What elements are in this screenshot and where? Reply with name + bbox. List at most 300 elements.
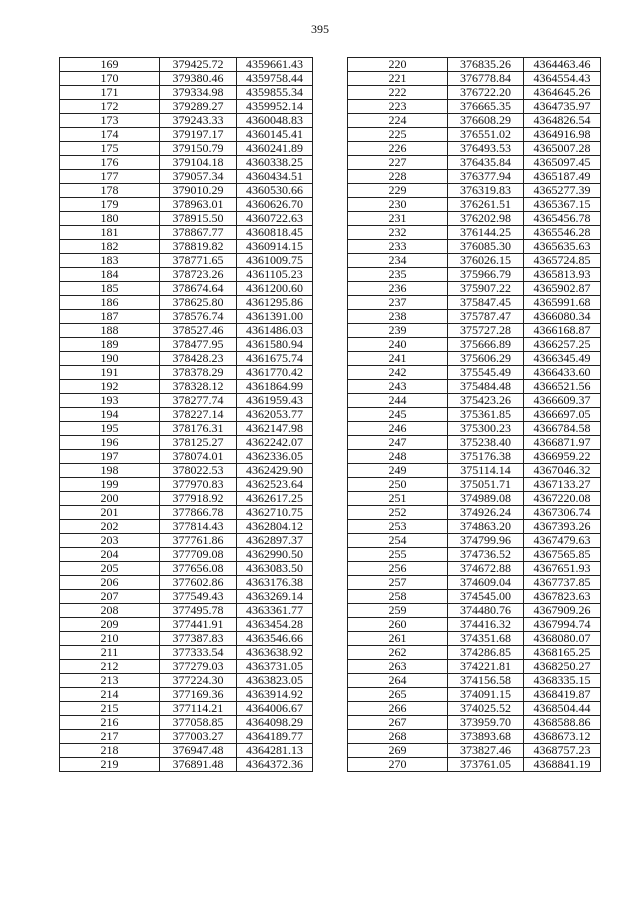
x-coordinate-cell: 376377.94 — [448, 170, 524, 184]
table-row — [60, 660, 313, 674]
table-row — [348, 212, 601, 226]
x-coordinate-cell: 378625.80 — [160, 296, 237, 310]
table-row — [60, 422, 313, 436]
point-number-cell: 183 — [60, 254, 160, 268]
x-coordinate-cell: 379150.79 — [160, 142, 237, 156]
point-number-cell: 228 — [348, 170, 448, 184]
point-number-cell: 248 — [348, 450, 448, 464]
table-row — [60, 716, 313, 730]
x-coordinate-cell: 377003.27 — [160, 730, 237, 744]
x-coordinate-cell: 375847.45 — [448, 296, 524, 310]
y-coordinate-cell: 4366257.25 — [524, 338, 601, 352]
y-coordinate-cell: 4367994.74 — [524, 618, 601, 632]
x-coordinate-cell: 378022.53 — [160, 464, 237, 478]
table-row — [348, 492, 601, 506]
point-number-cell: 262 — [348, 646, 448, 660]
point-number-cell: 195 — [60, 422, 160, 436]
point-number-cell: 213 — [60, 674, 160, 688]
point-number-cell: 177 — [60, 170, 160, 184]
x-coordinate-cell: 378477.95 — [160, 338, 237, 352]
y-coordinate-cell: 4364098.29 — [237, 716, 313, 730]
y-coordinate-cell: 4365367.15 — [524, 198, 601, 212]
table-row — [60, 198, 313, 212]
table-row — [60, 730, 313, 744]
table-row — [60, 674, 313, 688]
table-row — [60, 562, 313, 576]
table-row — [348, 716, 601, 730]
x-coordinate-cell: 374672.88 — [448, 562, 524, 576]
point-number-cell: 247 — [348, 436, 448, 450]
table-row — [60, 702, 313, 716]
table-row — [60, 142, 313, 156]
point-number-cell: 206 — [60, 576, 160, 590]
x-coordinate-cell: 375361.85 — [448, 408, 524, 422]
x-coordinate-cell: 378674.64 — [160, 282, 237, 296]
point-number-cell: 257 — [348, 576, 448, 590]
point-number-cell: 201 — [60, 506, 160, 520]
x-coordinate-cell: 374736.52 — [448, 548, 524, 562]
y-coordinate-cell: 4367220.08 — [524, 492, 601, 506]
y-coordinate-cell: 4363176.38 — [237, 576, 313, 590]
x-coordinate-cell: 377114.21 — [160, 702, 237, 716]
point-number-cell: 223 — [348, 100, 448, 114]
x-coordinate-cell: 377602.86 — [160, 576, 237, 590]
point-number-cell: 243 — [348, 380, 448, 394]
x-coordinate-cell: 377224.30 — [160, 674, 237, 688]
y-coordinate-cell: 4360048.83 — [237, 114, 313, 128]
y-coordinate-cell: 4368841.19 — [524, 758, 601, 772]
x-coordinate-cell: 376026.15 — [448, 254, 524, 268]
x-coordinate-cell: 376202.98 — [448, 212, 524, 226]
y-coordinate-cell: 4362336.05 — [237, 450, 313, 464]
x-coordinate-cell: 376085.30 — [448, 240, 524, 254]
point-number-cell: 241 — [348, 352, 448, 366]
y-coordinate-cell: 4361580.94 — [237, 338, 313, 352]
point-number-cell: 266 — [348, 702, 448, 716]
y-coordinate-cell: 4359855.34 — [237, 86, 313, 100]
point-number-cell: 186 — [60, 296, 160, 310]
y-coordinate-cell: 4367823.63 — [524, 590, 601, 604]
x-coordinate-cell: 374545.00 — [448, 590, 524, 604]
x-coordinate-cell: 379380.46 — [160, 72, 237, 86]
coordinates-table-right — [347, 57, 601, 772]
x-coordinate-cell: 376891.48 — [160, 758, 237, 772]
y-coordinate-cell: 4360626.70 — [237, 198, 313, 212]
x-coordinate-cell: 373893.68 — [448, 730, 524, 744]
point-number-cell: 174 — [60, 128, 160, 142]
table-row — [348, 58, 601, 72]
table-row — [348, 226, 601, 240]
y-coordinate-cell: 4363731.05 — [237, 660, 313, 674]
table-row — [348, 702, 601, 716]
x-coordinate-cell: 376665.35 — [448, 100, 524, 114]
point-number-cell: 216 — [60, 716, 160, 730]
y-coordinate-cell: 4361864.99 — [237, 380, 313, 394]
x-coordinate-cell: 375484.48 — [448, 380, 524, 394]
x-coordinate-cell: 374351.68 — [448, 632, 524, 646]
point-number-cell: 250 — [348, 478, 448, 492]
point-number-cell: 209 — [60, 618, 160, 632]
y-coordinate-cell: 4368588.86 — [524, 716, 601, 730]
coordinates-table-left — [59, 57, 313, 772]
x-coordinate-cell: 377970.83 — [160, 478, 237, 492]
point-number-cell: 232 — [348, 226, 448, 240]
x-coordinate-cell: 376778.84 — [448, 72, 524, 86]
x-coordinate-cell: 379243.33 — [160, 114, 237, 128]
point-number-cell: 184 — [60, 268, 160, 282]
x-coordinate-cell: 378277.74 — [160, 394, 237, 408]
point-number-cell: 200 — [60, 492, 160, 506]
y-coordinate-cell: 4367133.27 — [524, 478, 601, 492]
x-coordinate-cell: 376435.84 — [448, 156, 524, 170]
x-coordinate-cell: 377656.08 — [160, 562, 237, 576]
point-number-cell: 270 — [348, 758, 448, 772]
y-coordinate-cell: 4362053.77 — [237, 408, 313, 422]
y-coordinate-cell: 4361675.74 — [237, 352, 313, 366]
y-coordinate-cell: 4364735.97 — [524, 100, 601, 114]
point-number-cell: 176 — [60, 156, 160, 170]
point-number-cell: 237 — [348, 296, 448, 310]
point-number-cell: 208 — [60, 604, 160, 618]
y-coordinate-cell: 4362897.37 — [237, 534, 313, 548]
y-coordinate-cell: 4360145.41 — [237, 128, 313, 142]
table-row — [348, 394, 601, 408]
x-coordinate-cell: 378328.12 — [160, 380, 237, 394]
table-row — [60, 352, 313, 366]
y-coordinate-cell: 4361391.00 — [237, 310, 313, 324]
point-number-cell: 212 — [60, 660, 160, 674]
table-row — [348, 338, 601, 352]
x-coordinate-cell: 375907.22 — [448, 282, 524, 296]
y-coordinate-cell: 4368165.25 — [524, 646, 601, 660]
x-coordinate-cell: 376144.25 — [448, 226, 524, 240]
table-row — [60, 408, 313, 422]
x-coordinate-cell: 378074.01 — [160, 450, 237, 464]
x-coordinate-cell: 377709.08 — [160, 548, 237, 562]
y-coordinate-cell: 4365007.28 — [524, 142, 601, 156]
x-coordinate-cell: 374863.20 — [448, 520, 524, 534]
table-row — [60, 114, 313, 128]
point-number-cell: 252 — [348, 506, 448, 520]
x-coordinate-cell: 374926.24 — [448, 506, 524, 520]
y-coordinate-cell: 4368080.07 — [524, 632, 601, 646]
point-number-cell: 185 — [60, 282, 160, 296]
point-number-cell: 182 — [60, 240, 160, 254]
x-coordinate-cell: 375545.49 — [448, 366, 524, 380]
y-coordinate-cell: 4368673.12 — [524, 730, 601, 744]
x-coordinate-cell: 377761.86 — [160, 534, 237, 548]
y-coordinate-cell: 4364372.36 — [237, 758, 313, 772]
x-coordinate-cell: 375114.14 — [448, 464, 524, 478]
point-number-cell: 211 — [60, 646, 160, 660]
x-coordinate-cell: 373827.46 — [448, 744, 524, 758]
x-coordinate-cell: 374286.85 — [448, 646, 524, 660]
y-coordinate-cell: 4363083.50 — [237, 562, 313, 576]
table-row — [60, 450, 313, 464]
x-coordinate-cell: 378867.77 — [160, 226, 237, 240]
y-coordinate-cell: 4366521.56 — [524, 380, 601, 394]
x-coordinate-cell: 375666.89 — [448, 338, 524, 352]
y-coordinate-cell: 4360722.63 — [237, 212, 313, 226]
table-row — [348, 72, 601, 86]
point-number-cell: 225 — [348, 128, 448, 142]
y-coordinate-cell: 4366168.87 — [524, 324, 601, 338]
table-row — [60, 324, 313, 338]
table-row — [60, 254, 313, 268]
point-number-cell: 222 — [348, 86, 448, 100]
x-coordinate-cell: 376947.48 — [160, 744, 237, 758]
point-number-cell: 169 — [60, 58, 160, 72]
y-coordinate-cell: 4364189.77 — [237, 730, 313, 744]
y-coordinate-cell: 4361009.75 — [237, 254, 313, 268]
y-coordinate-cell: 4368250.27 — [524, 660, 601, 674]
x-coordinate-cell: 374609.04 — [448, 576, 524, 590]
table-row — [60, 548, 313, 562]
x-coordinate-cell: 377441.91 — [160, 618, 237, 632]
table-row — [348, 170, 601, 184]
table-row — [348, 422, 601, 436]
y-coordinate-cell: 4368335.15 — [524, 674, 601, 688]
y-coordinate-cell: 4366080.34 — [524, 310, 601, 324]
y-coordinate-cell: 4365277.39 — [524, 184, 601, 198]
table-row — [348, 660, 601, 674]
y-coordinate-cell: 4363638.92 — [237, 646, 313, 660]
x-coordinate-cell: 375606.29 — [448, 352, 524, 366]
point-number-cell: 268 — [348, 730, 448, 744]
y-coordinate-cell: 4367565.85 — [524, 548, 601, 562]
x-coordinate-cell: 375423.26 — [448, 394, 524, 408]
table-row — [60, 86, 313, 100]
y-coordinate-cell: 4359758.44 — [237, 72, 313, 86]
table-row — [60, 212, 313, 226]
y-coordinate-cell: 4365097.45 — [524, 156, 601, 170]
x-coordinate-cell: 378771.65 — [160, 254, 237, 268]
y-coordinate-cell: 4367737.85 — [524, 576, 601, 590]
x-coordinate-cell: 378428.23 — [160, 352, 237, 366]
y-coordinate-cell: 4362147.98 — [237, 422, 313, 436]
table-row — [348, 450, 601, 464]
point-number-cell: 207 — [60, 590, 160, 604]
table-row — [348, 128, 601, 142]
point-number-cell: 234 — [348, 254, 448, 268]
point-number-cell: 238 — [348, 310, 448, 324]
table-row — [60, 100, 313, 114]
point-number-cell: 229 — [348, 184, 448, 198]
point-number-cell: 180 — [60, 212, 160, 226]
point-number-cell: 172 — [60, 100, 160, 114]
x-coordinate-cell: 376722.20 — [448, 86, 524, 100]
y-coordinate-cell: 4361295.86 — [237, 296, 313, 310]
point-number-cell: 199 — [60, 478, 160, 492]
table-row — [60, 632, 313, 646]
table-row — [348, 730, 601, 744]
y-coordinate-cell: 4368757.23 — [524, 744, 601, 758]
point-number-cell: 217 — [60, 730, 160, 744]
y-coordinate-cell: 4364645.26 — [524, 86, 601, 100]
table-row — [60, 604, 313, 618]
point-number-cell: 251 — [348, 492, 448, 506]
table-row — [348, 408, 601, 422]
point-number-cell: 267 — [348, 716, 448, 730]
point-number-cell: 192 — [60, 380, 160, 394]
point-number-cell: 226 — [348, 142, 448, 156]
x-coordinate-cell: 376493.53 — [448, 142, 524, 156]
x-coordinate-cell: 378125.27 — [160, 436, 237, 450]
point-number-cell: 235 — [348, 268, 448, 282]
y-coordinate-cell: 4367651.93 — [524, 562, 601, 576]
point-number-cell: 188 — [60, 324, 160, 338]
y-coordinate-cell: 4365991.68 — [524, 296, 601, 310]
point-number-cell: 204 — [60, 548, 160, 562]
table-row — [348, 240, 601, 254]
y-coordinate-cell: 4365456.78 — [524, 212, 601, 226]
x-coordinate-cell: 377058.85 — [160, 716, 237, 730]
point-number-cell: 198 — [60, 464, 160, 478]
table-row — [348, 520, 601, 534]
x-coordinate-cell: 377387.83 — [160, 632, 237, 646]
point-number-cell: 269 — [348, 744, 448, 758]
y-coordinate-cell: 4363361.77 — [237, 604, 313, 618]
x-coordinate-cell: 375051.71 — [448, 478, 524, 492]
table-row — [348, 324, 601, 338]
y-coordinate-cell: 4360338.25 — [237, 156, 313, 170]
x-coordinate-cell: 377814.43 — [160, 520, 237, 534]
point-number-cell: 242 — [348, 366, 448, 380]
x-coordinate-cell: 377169.36 — [160, 688, 237, 702]
y-coordinate-cell: 4366433.60 — [524, 366, 601, 380]
table-row — [348, 618, 601, 632]
y-coordinate-cell: 4365635.63 — [524, 240, 601, 254]
table-row — [60, 282, 313, 296]
table-row — [348, 632, 601, 646]
x-coordinate-cell: 377279.03 — [160, 660, 237, 674]
point-number-cell: 256 — [348, 562, 448, 576]
y-coordinate-cell: 4365813.93 — [524, 268, 601, 282]
y-coordinate-cell: 4362617.25 — [237, 492, 313, 506]
y-coordinate-cell: 4367479.63 — [524, 534, 601, 548]
y-coordinate-cell: 4365546.28 — [524, 226, 601, 240]
x-coordinate-cell: 377333.54 — [160, 646, 237, 660]
x-coordinate-cell: 379010.29 — [160, 184, 237, 198]
point-number-cell: 239 — [348, 324, 448, 338]
point-number-cell: 219 — [60, 758, 160, 772]
x-coordinate-cell: 376608.29 — [448, 114, 524, 128]
x-coordinate-cell: 375176.38 — [448, 450, 524, 464]
table-row — [348, 366, 601, 380]
y-coordinate-cell: 4361770.42 — [237, 366, 313, 380]
point-number-cell: 236 — [348, 282, 448, 296]
x-coordinate-cell: 379289.27 — [160, 100, 237, 114]
point-number-cell: 264 — [348, 674, 448, 688]
y-coordinate-cell: 4364826.54 — [524, 114, 601, 128]
table-row — [348, 548, 601, 562]
y-coordinate-cell: 4365187.49 — [524, 170, 601, 184]
x-coordinate-cell: 379334.98 — [160, 86, 237, 100]
y-coordinate-cell: 4362710.75 — [237, 506, 313, 520]
point-number-cell: 197 — [60, 450, 160, 464]
table-row — [348, 436, 601, 450]
y-coordinate-cell: 4367909.26 — [524, 604, 601, 618]
table-row — [348, 506, 601, 520]
x-coordinate-cell: 373959.70 — [448, 716, 524, 730]
point-number-cell: 203 — [60, 534, 160, 548]
y-coordinate-cell: 4363269.14 — [237, 590, 313, 604]
x-coordinate-cell: 375727.28 — [448, 324, 524, 338]
table-row — [348, 198, 601, 212]
y-coordinate-cell: 4368504.44 — [524, 702, 601, 716]
y-coordinate-cell: 4362523.64 — [237, 478, 313, 492]
x-coordinate-cell: 379425.72 — [160, 58, 237, 72]
y-coordinate-cell: 4359952.14 — [237, 100, 313, 114]
point-number-cell: 260 — [348, 618, 448, 632]
x-coordinate-cell: 378176.31 — [160, 422, 237, 436]
table-row — [348, 758, 601, 772]
x-coordinate-cell: 377495.78 — [160, 604, 237, 618]
point-number-cell: 227 — [348, 156, 448, 170]
table-row — [348, 464, 601, 478]
table-row — [60, 478, 313, 492]
table-row — [60, 744, 313, 758]
table-row — [60, 310, 313, 324]
y-coordinate-cell: 4362990.50 — [237, 548, 313, 562]
y-coordinate-cell: 4364463.46 — [524, 58, 601, 72]
y-coordinate-cell: 4360434.51 — [237, 170, 313, 184]
y-coordinate-cell: 4359661.43 — [237, 58, 313, 72]
y-coordinate-cell: 4367306.74 — [524, 506, 601, 520]
table-row — [348, 156, 601, 170]
point-number-cell: 240 — [348, 338, 448, 352]
table-row — [60, 296, 313, 310]
y-coordinate-cell: 4364006.67 — [237, 702, 313, 716]
table-row — [60, 338, 313, 352]
table-row — [60, 58, 313, 72]
table-row — [60, 464, 313, 478]
y-coordinate-cell: 4365902.87 — [524, 282, 601, 296]
table-row — [348, 646, 601, 660]
point-number-cell: 249 — [348, 464, 448, 478]
x-coordinate-cell: 374221.81 — [448, 660, 524, 674]
y-coordinate-cell: 4360241.89 — [237, 142, 313, 156]
point-number-cell: 196 — [60, 436, 160, 450]
table-row — [60, 240, 313, 254]
y-coordinate-cell: 4366697.05 — [524, 408, 601, 422]
point-number-cell: 258 — [348, 590, 448, 604]
y-coordinate-cell: 4360914.15 — [237, 240, 313, 254]
table-row — [348, 688, 601, 702]
table-row — [60, 520, 313, 534]
x-coordinate-cell: 378819.82 — [160, 240, 237, 254]
x-coordinate-cell: 374989.08 — [448, 492, 524, 506]
x-coordinate-cell: 377866.78 — [160, 506, 237, 520]
y-coordinate-cell: 4362804.12 — [237, 520, 313, 534]
y-coordinate-cell: 4366784.58 — [524, 422, 601, 436]
point-number-cell: 253 — [348, 520, 448, 534]
point-number-cell: 259 — [348, 604, 448, 618]
point-number-cell: 189 — [60, 338, 160, 352]
x-coordinate-cell: 378527.46 — [160, 324, 237, 338]
point-number-cell: 178 — [60, 184, 160, 198]
x-coordinate-cell: 375238.40 — [448, 436, 524, 450]
y-coordinate-cell: 4364281.13 — [237, 744, 313, 758]
x-coordinate-cell: 378963.01 — [160, 198, 237, 212]
x-coordinate-cell: 374799.96 — [448, 534, 524, 548]
point-number-cell: 181 — [60, 226, 160, 240]
x-coordinate-cell: 374025.52 — [448, 702, 524, 716]
table-row — [60, 72, 313, 86]
table-row — [348, 142, 601, 156]
table-row — [348, 534, 601, 548]
table-row — [348, 100, 601, 114]
